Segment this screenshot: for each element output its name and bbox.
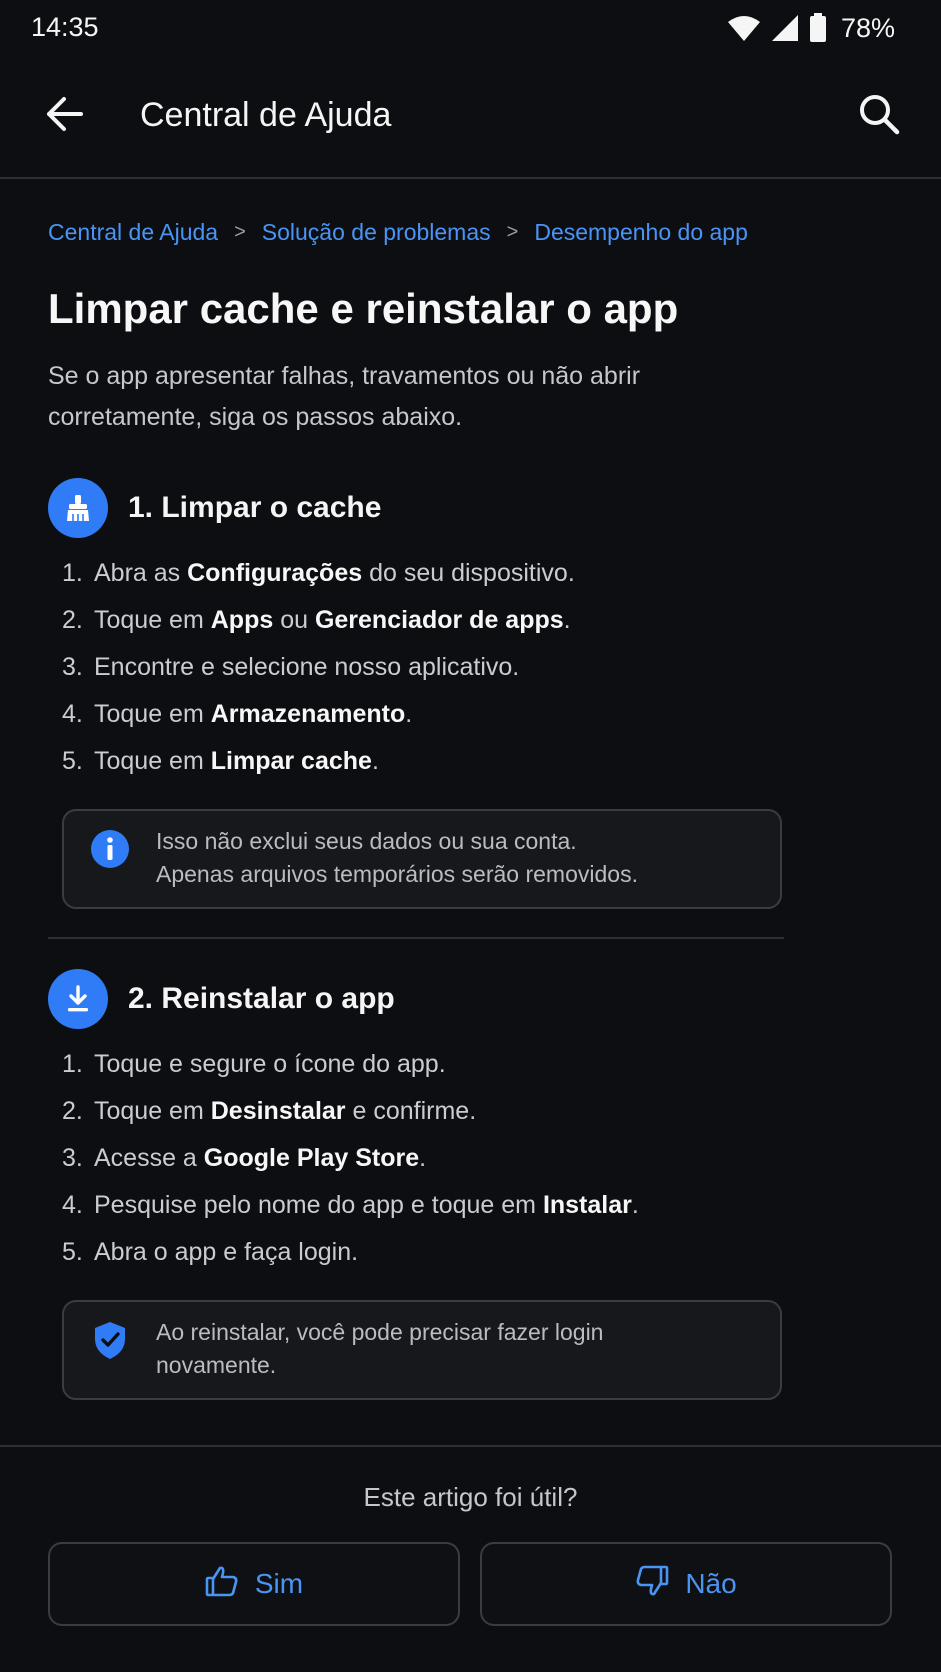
breadcrumb [48, 200, 784, 264]
note-line: novamente. [156, 1352, 277, 1378]
info-icon [90, 829, 130, 869]
steps-list-reinstall [48, 1041, 784, 1276]
note-text [156, 1316, 603, 1382]
signal-icon [771, 14, 799, 42]
step-item [48, 550, 784, 597]
section-header-clear-cache [48, 478, 784, 538]
step-item [48, 1135, 784, 1182]
note-line: Apenas arquivos temporários serão removidos. [156, 861, 638, 887]
step-text: Pesquise pelo nome do app e toque em Instalar. [94, 1191, 639, 1219]
intro-text [48, 356, 784, 438]
wifi-icon [727, 14, 761, 42]
breadcrumb-separator: > [234, 220, 246, 243]
note-line: Ao reinstalar, você pode precisar fazer login [156, 1319, 604, 1345]
step-text: Toque e segure o ícone do app. [94, 1050, 446, 1078]
breadcrumb-separator: > [506, 220, 519, 243]
breadcrumb-link-central-de-ajuda[interactable]: Central de Ajuda [48, 218, 219, 245]
note-text [156, 825, 638, 891]
section-divider [48, 937, 784, 939]
status-bar [0, 0, 941, 60]
step-text: Abra as Configurações do seu dispositivo. [94, 559, 575, 587]
search-button[interactable] [853, 90, 905, 142]
thumbs-down-icon [635, 1565, 669, 1604]
step-number: 3. [62, 1144, 83, 1172]
broom-icon [48, 478, 108, 538]
step-item [48, 1088, 784, 1135]
step-text: Abra o app e faça login. [94, 1238, 359, 1266]
step-number: 4. [62, 1191, 83, 1219]
section-title: 2. Reinstalar o app [128, 982, 395, 1015]
step-text: Toque em Limpar cache. [94, 747, 379, 775]
back-button[interactable] [40, 92, 88, 140]
feedback-question: Este artigo foi útil? [363, 1482, 578, 1512]
battery-percent: 78% [840, 12, 895, 43]
step-item [48, 1182, 784, 1229]
step-text: Toque em Armazenamento. [94, 700, 413, 728]
shield-check-icon [90, 1320, 130, 1360]
intro-line: corretamente, siga os passos abaixo. [48, 403, 463, 431]
step-number: 5. [62, 747, 83, 775]
status-time: 14:35 [31, 12, 99, 42]
app-title: Central de Ajuda [140, 96, 392, 134]
app-bar [0, 60, 941, 179]
step-text: Acesse a Google Play Store. [94, 1144, 427, 1172]
feedback-yes-label: Sim [254, 1568, 304, 1599]
page-title: Limpar cache e reinstalar o app [48, 285, 679, 332]
step-number: 1. [62, 1050, 83, 1078]
section-title: 1. Limpar o cache [128, 491, 382, 524]
feedback-no-label: Não [685, 1568, 737, 1599]
step-number: 5. [62, 1238, 83, 1266]
download-icon [48, 969, 108, 1029]
step-number: 1. [62, 559, 83, 587]
step-number: 2. [62, 606, 83, 634]
step-item [48, 1229, 784, 1276]
note-line: Isso não exclui seus dados ou sua conta. [156, 828, 577, 854]
section-header-reinstall [48, 969, 784, 1029]
footer-divider [0, 1445, 941, 1447]
breadcrumb-link-desempenho-do-app[interactable]: Desempenho do app [534, 218, 748, 245]
step-number: 2. [62, 1097, 83, 1125]
thumbs-up-icon [205, 1565, 239, 1604]
steps-list-clear-cache [48, 550, 784, 785]
intro-line: Se o app apresentar falhas, travamentos ou não abrir [48, 362, 641, 390]
battery-icon [809, 13, 827, 43]
step-item [48, 597, 784, 644]
step-item [48, 691, 784, 738]
arrow-left-icon [44, 96, 84, 137]
article-content [48, 200, 784, 1400]
breadcrumb-link-solucao-de-problemas[interactable]: Solução de problemas [261, 218, 491, 245]
info-note [62, 809, 782, 909]
step-number: 3. [62, 653, 83, 681]
step-text: Toque em Apps ou Gerenciador de apps. [94, 606, 571, 634]
step-text: Toque em Desinstalar e confirme. [94, 1097, 477, 1125]
step-item [48, 738, 784, 785]
status-icons [727, 12, 895, 44]
security-note [62, 1300, 782, 1400]
feedback-yes-button[interactable] [48, 1542, 460, 1626]
step-item [48, 644, 784, 691]
step-item [48, 1041, 784, 1088]
step-number: 4. [62, 700, 83, 728]
step-text: Encontre e selecione nosso aplicativo. [94, 653, 520, 681]
feedback-no-button[interactable] [480, 1542, 892, 1626]
search-icon [857, 92, 901, 141]
